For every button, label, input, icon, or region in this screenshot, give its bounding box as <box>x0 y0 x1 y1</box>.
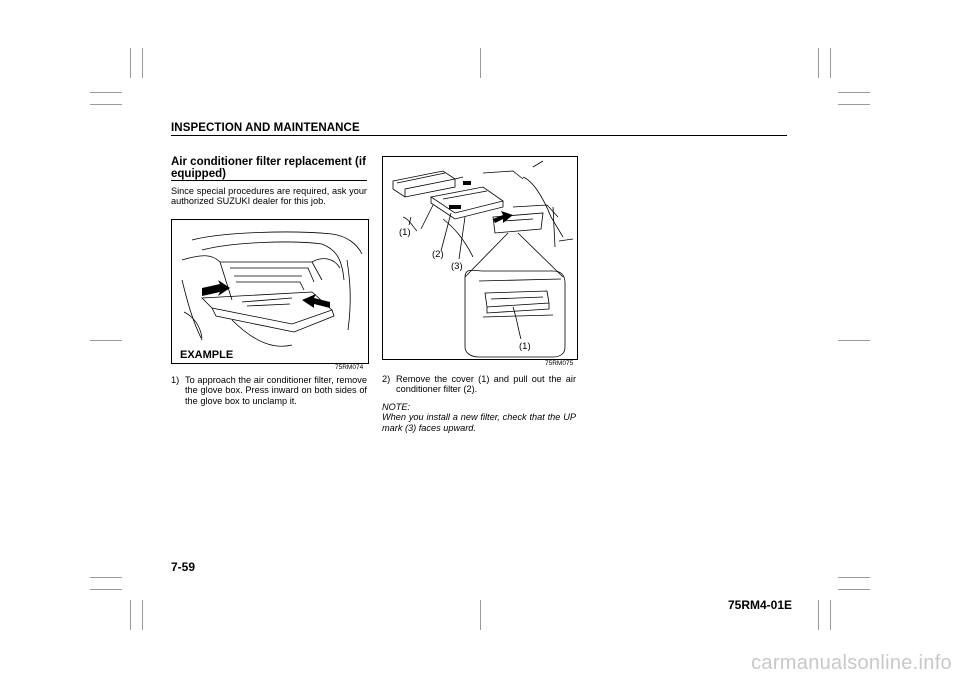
callout-3: (3) <box>451 261 463 272</box>
callout-1-detail: (1) <box>519 341 531 352</box>
figure-example-label: EXAMPLE <box>180 349 234 361</box>
note-label: NOTE: <box>382 402 411 412</box>
figure2-code: 75RM075 <box>545 360 574 367</box>
figure-glove-box <box>171 219 369 364</box>
figure-filter <box>382 156 578 360</box>
step-1-number: 1) <box>171 375 180 385</box>
callout-2: (2) <box>432 249 444 260</box>
figure1-code: 75RM074 <box>335 364 364 371</box>
running-header: INSPECTION AND MAINTENANCE <box>171 122 360 134</box>
step-2-number: 2) <box>382 374 391 384</box>
header-rule <box>171 135 787 136</box>
section-title: Air conditioner filter replacement (if equipped) <box>171 156 366 180</box>
page-number: 7-59 <box>171 560 196 574</box>
step-1-text: To approach the air conditioner filter, remove the glove box. Press inward on both sides of the glove box to unclamp it. <box>185 375 367 406</box>
callout-1: (1) <box>399 227 411 238</box>
intro-paragraph: Since special procedures are required, ask your authorized SUZUKI dealer for this job. <box>171 186 367 207</box>
section-rule <box>171 180 367 181</box>
filter-illustration <box>383 157 577 359</box>
step-2 <box>382 374 576 395</box>
document-code: 75RM4-01E <box>728 598 793 612</box>
step-2-text: Remove the cover (1) and pull out the air conditioner filter (2). <box>396 374 576 395</box>
note <box>382 402 576 433</box>
glove-box-illustration <box>172 220 368 363</box>
step-1 <box>171 375 367 406</box>
watermark: carmanualsonline.info <box>751 652 952 674</box>
note-text: When you install a new filter, check that the UP mark (3) faces upward. <box>382 412 576 433</box>
